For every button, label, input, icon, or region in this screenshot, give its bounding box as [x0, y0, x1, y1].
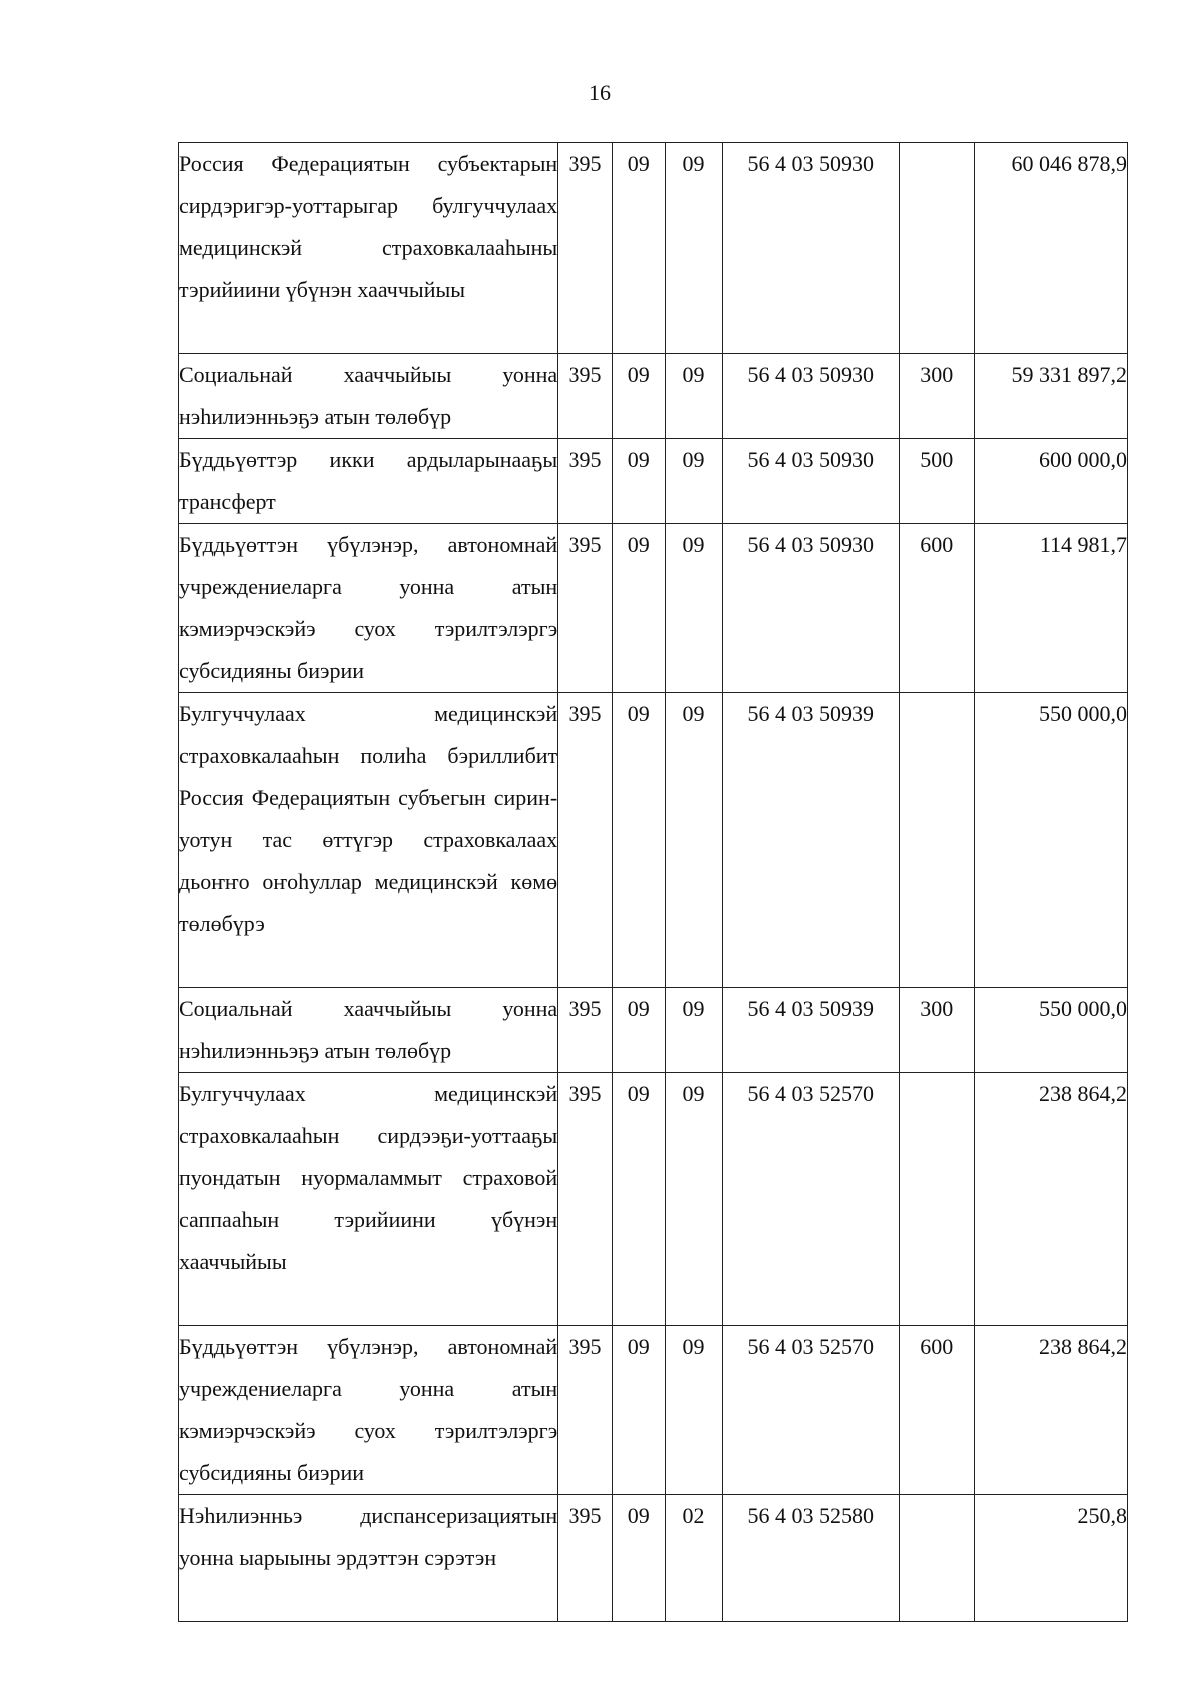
row-description: Бүддьүөттэн үбүлэнэр, автономнай учреждениеларга уонна атын кэмиэрчэскэйэ суох тэрилтэлэргэ субсидияны биэрии	[179, 524, 558, 693]
amount: 550 000,0	[974, 693, 1127, 988]
row-description: Бүддьүөттэр икки ардыларынааҕы трансферт	[179, 439, 558, 524]
table-row	[179, 143, 1128, 354]
table-row	[179, 988, 1128, 1073]
table-row	[179, 524, 1128, 693]
expense-type-code: 300	[900, 988, 975, 1073]
row-description: Булгуччулаах медицинскэй страховкалааһын сирдээҕи-уоттааҕы пуондатын нуормаламмыт страховой саппааһын тэрийиини үбүнэн хааччыйыы	[179, 1073, 558, 1326]
ministry-code: 395	[558, 354, 613, 439]
section-code: 09	[612, 1073, 665, 1326]
amount: 600 000,0	[974, 439, 1127, 524]
amount: 238 864,2	[974, 1326, 1127, 1495]
target-article-code: 56 4 03 50930	[722, 354, 900, 439]
target-article-code: 56 4 03 52570	[722, 1326, 900, 1495]
row-description: Нэһилиэнньэ диспансеризациятын уонна ыарыыны эрдэттэн сэрэтэн	[179, 1495, 558, 1622]
expense-type-code	[900, 1073, 975, 1326]
section-code: 09	[612, 693, 665, 988]
target-article-code: 56 4 03 50939	[722, 693, 900, 988]
table-row	[179, 1495, 1128, 1622]
table-row	[179, 1073, 1128, 1326]
row-description: Социальнай хааччыйыы уонна нэһилиэнньэҕэ атын төлөбүр	[179, 354, 558, 439]
ministry-code: 395	[558, 524, 613, 693]
amount: 550 000,0	[974, 988, 1127, 1073]
ministry-code: 395	[558, 693, 613, 988]
section-code: 09	[612, 354, 665, 439]
row-description: Бүддьүөттэн үбүлэнэр, автономнай учреждениеларга уонна атын кэмиэрчэскэйэ суох тэрилтэлэргэ субсидияны биэрии	[179, 1326, 558, 1495]
expense-type-code: 500	[900, 439, 975, 524]
section-code: 09	[612, 439, 665, 524]
target-article-code: 56 4 03 50930	[722, 143, 900, 354]
subsection-code: 02	[665, 1495, 722, 1622]
subsection-code: 09	[665, 354, 722, 439]
section-code: 09	[612, 1495, 665, 1622]
table-row	[179, 439, 1128, 524]
amount: 60 046 878,9	[974, 143, 1127, 354]
subsection-code: 09	[665, 988, 722, 1073]
expense-type-code	[900, 693, 975, 988]
subsection-code: 09	[665, 693, 722, 988]
target-article-code: 56 4 03 52570	[722, 1073, 900, 1326]
ministry-code: 395	[558, 1326, 613, 1495]
target-article-code: 56 4 03 50930	[722, 524, 900, 693]
table-row	[179, 354, 1128, 439]
ministry-code: 395	[558, 143, 613, 354]
expense-type-code: 600	[900, 524, 975, 693]
page-number: 16	[589, 80, 611, 105]
expense-type-code	[900, 1495, 975, 1622]
section-code: 09	[612, 143, 665, 354]
section-code: 09	[612, 988, 665, 1073]
section-code: 09	[612, 524, 665, 693]
table-row	[179, 1326, 1128, 1495]
expense-type-code	[900, 143, 975, 354]
target-article-code: 56 4 03 52580	[722, 1495, 900, 1622]
row-description: Россия Федерациятын субъектарын сирдэригэр-уоттарыгар булгуччулаах медицинскэй страховкалааһыны тэрийиини үбүнэн хааччыйыы	[179, 143, 558, 354]
table-row	[179, 693, 1128, 988]
subsection-code: 09	[665, 1326, 722, 1495]
ministry-code: 395	[558, 1495, 613, 1622]
subsection-code: 09	[665, 524, 722, 693]
subsection-code: 09	[665, 143, 722, 354]
expense-type-code: 300	[900, 354, 975, 439]
subsection-code: 09	[665, 439, 722, 524]
target-article-code: 56 4 03 50939	[722, 988, 900, 1073]
row-description: Социальнай хааччыйыы уонна нэһилиэнньэҕэ атын төлөбүр	[179, 988, 558, 1073]
expense-type-code: 600	[900, 1326, 975, 1495]
ministry-code: 395	[558, 1073, 613, 1326]
budget-table	[178, 142, 1128, 1622]
amount: 238 864,2	[974, 1073, 1127, 1326]
ministry-code: 395	[558, 988, 613, 1073]
ministry-code: 395	[558, 439, 613, 524]
amount: 250,8	[974, 1495, 1127, 1622]
amount: 114 981,7	[974, 524, 1127, 693]
amount: 59 331 897,2	[974, 354, 1127, 439]
section-code: 09	[612, 1326, 665, 1495]
subsection-code: 09	[665, 1073, 722, 1326]
target-article-code: 56 4 03 50930	[722, 439, 900, 524]
row-description: Булгуччулаах медицинскэй страховкалааһын полиһа бэриллибит Россия Федерациятын субъегын сирин-уотун тас өттүгэр страховкалаах дьоҥҥо оҥоһуллар медицинскэй көмө төлөбүрэ	[179, 693, 558, 988]
